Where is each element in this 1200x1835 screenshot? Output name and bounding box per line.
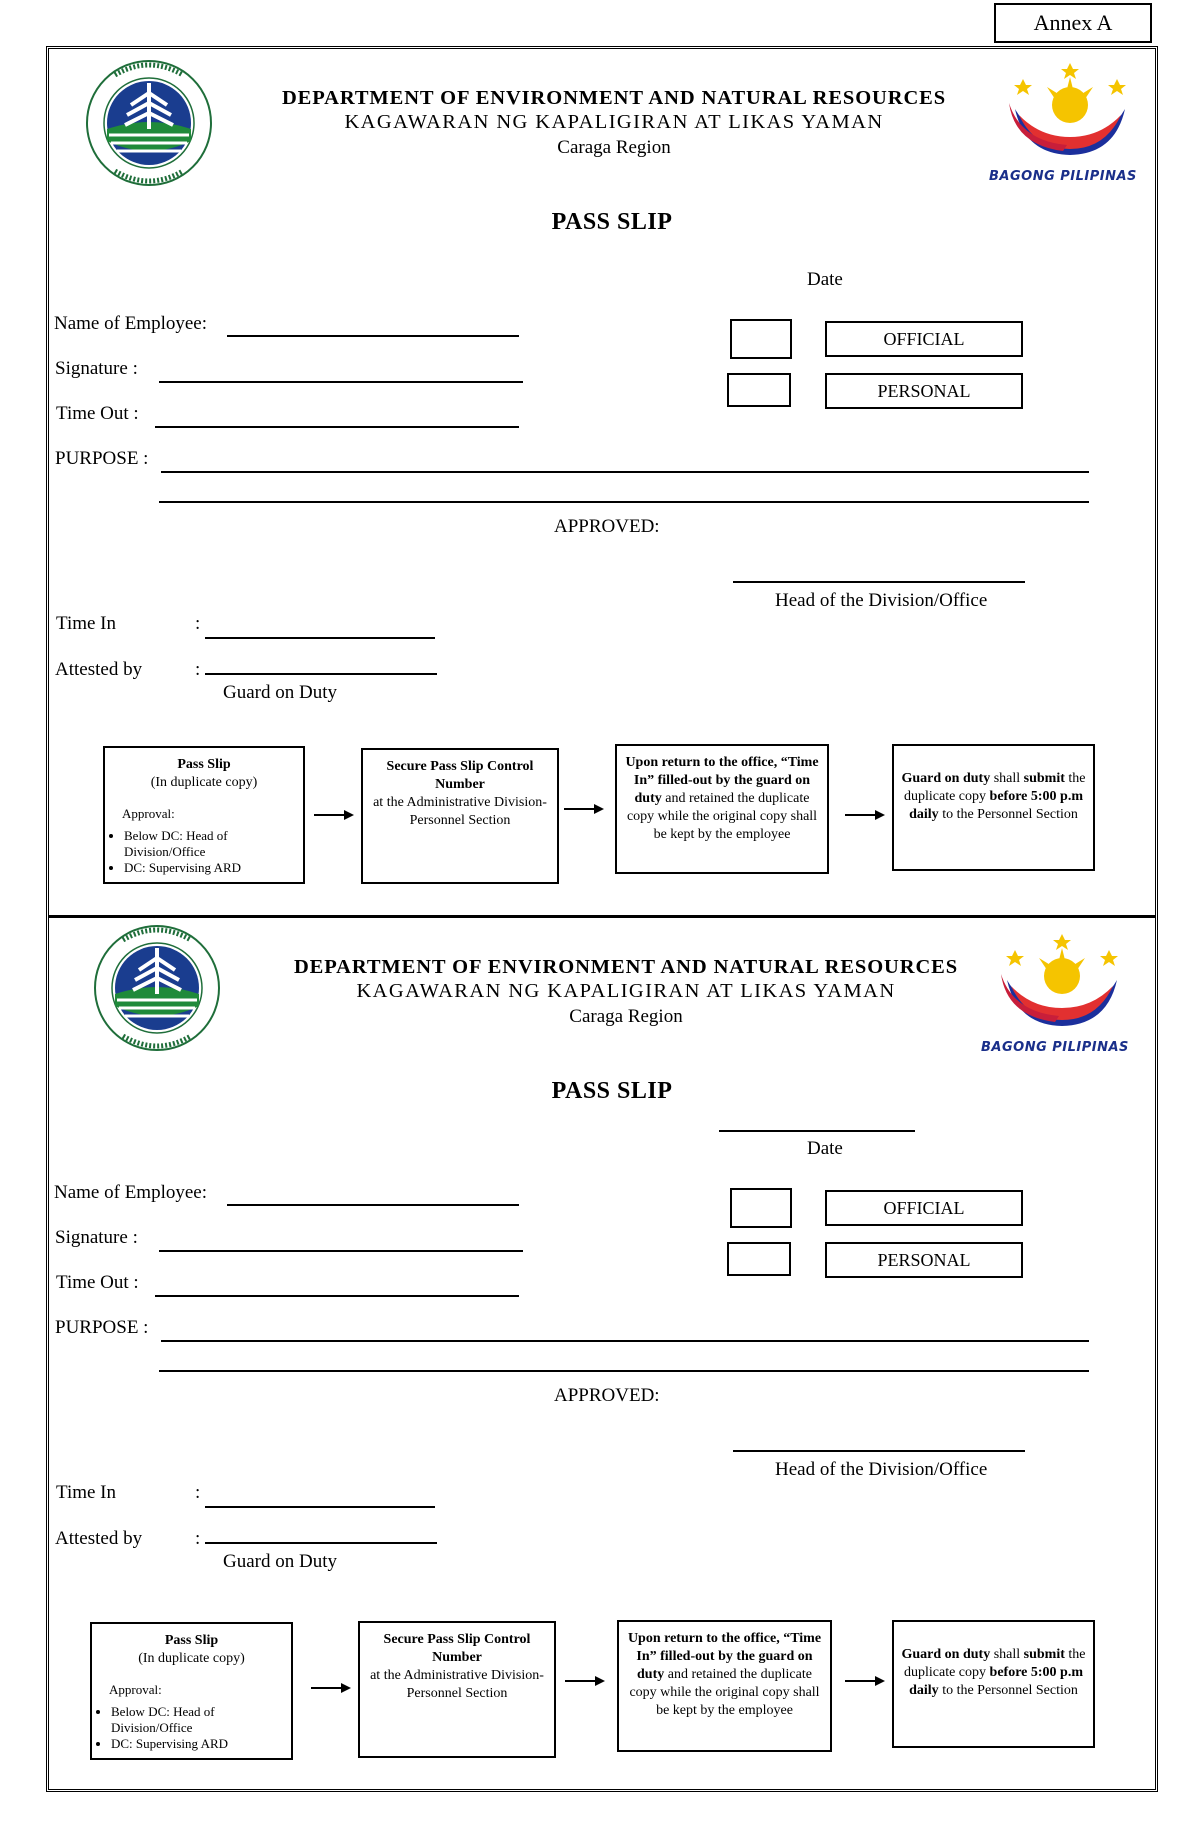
step1-approval-item: • Below DC: Head of Division/Office [111,1704,286,1736]
time-in-colon: : [195,1482,201,1503]
step4-text-shall: shall [993,771,1021,786]
step2-text: at the Administrative Division-Personnel Section [370,1668,544,1701]
process-step-control-number [358,1621,556,1758]
region-name: Caraga Region [569,1006,683,1027]
step1-subtitle: (In duplicate copy) [138,1651,245,1666]
approved-label: APPROVED: [554,516,660,537]
purpose-label: PURPOSE : [55,1317,149,1338]
personal-option: PERSONAL [825,1242,1023,1278]
step1-subtitle: (In duplicate copy) [150,775,258,790]
bagong-pilipinas-wordmark: BAGONG PILIPINAS [989,169,1137,184]
personal-checkbox[interactable] [727,373,791,407]
step2-bold: Secure Pass Slip Control Number [383,1632,531,1665]
form-title: PASS SLIP [551,1078,673,1104]
arrow-right-icon [314,809,354,821]
step4-bold-deadline: before 5:00 p.m daily [909,1665,1083,1698]
department-name-en: DEPARTMENT OF ENVIRONMENT AND NATURAL RESOURCES [293,956,959,978]
attested-by-label: Attested by [55,1528,143,1549]
process-step-time-in [615,744,829,874]
region-name: Caraga Region [557,137,671,158]
step4-text-to: to the Personnel Section [942,807,1078,822]
purpose-field-line-1[interactable] [161,471,1089,473]
official-checkbox[interactable] [730,1188,792,1228]
pass-slip-bottom [49,918,1155,1784]
step1-approval-list [97,1704,286,1752]
attested-by-label: Attested by [55,659,143,680]
step4-bold-guard: Guard on duty [901,1647,991,1662]
time-in-label: Time In [56,1482,117,1503]
annex-label: Annex A [994,3,1152,43]
head-of-division-label: Head of the Division/Office [775,1459,988,1480]
process-step-time-in [617,1620,832,1752]
step2-text: at the Administrative Division-Personnel Section [373,795,547,828]
time-out-label: Time Out : [56,1272,139,1293]
step4-text-shall: shall [993,1647,1021,1662]
arrow-right-icon [845,809,885,821]
process-step-pass-slip [103,746,305,884]
process-step-guard-submit [892,744,1095,871]
step1-approval-item: • DC: Supervising ARD [124,860,298,876]
time-out-label: Time Out : [56,403,139,424]
step3-text: and retained the duplicate copy while the original copy shall be kept by the employee [629,1667,820,1718]
step1-approval-list [110,828,298,876]
department-name-fil: KAGAWARAN NG KAPALIGIRAN AT LIKAS YAMAN [344,111,884,133]
department-name-fil: KAGAWARAN NG KAPALIGIRAN AT LIKAS YAMAN [356,980,896,1002]
pass-slip-top [49,49,1155,915]
arrow-right-icon [565,1675,605,1687]
time-in-label: Time In [56,613,117,634]
form-title: PASS SLIP [551,209,673,235]
personal-option: PERSONAL [825,373,1023,409]
step4-text-to: to the Personnel Section [942,1683,1078,1698]
date-label: Date [807,1138,843,1159]
purpose-label: PURPOSE : [55,448,149,469]
department-name-en: DEPARTMENT OF ENVIRONMENT AND NATURAL RESOURCES [281,87,947,109]
process-step-guard-submit [892,1620,1095,1748]
denr-seal-logo [87,922,227,1054]
signature-field[interactable] [159,381,523,383]
time-out-field[interactable] [155,1295,519,1297]
head-of-division-label: Head of the Division/Office [775,590,988,611]
step4-bold-submit: submit [1023,1647,1065,1662]
official-option: OFFICIAL [825,321,1023,357]
step3-bold: Upon return to the office, “Time In” filled-out by the guard on duty [627,1631,822,1682]
official-checkbox[interactable] [730,319,792,359]
pass-slip-form-frame [46,46,1158,1792]
signature-label: Signature : [55,1227,138,1248]
employee-name-field[interactable] [227,335,519,337]
step1-approval-label: Approval: [122,806,175,821]
process-step-pass-slip [90,1622,293,1760]
step4-bold-deadline: before 5:00 p.m daily [909,789,1083,822]
purpose-field-line-1[interactable] [161,1340,1089,1342]
employee-name-field[interactable] [227,1204,519,1206]
arrow-right-icon [564,803,604,815]
step1-approval-item: • DC: Supervising ARD [111,1736,286,1752]
approver-signature-field[interactable] [733,1450,1025,1452]
purpose-field-line-2[interactable] [159,1370,1089,1372]
bagong-pilipinas-wordmark: BAGONG PILIPINAS [981,1040,1129,1055]
step4-bold-submit: submit [1023,771,1065,786]
time-in-field[interactable] [205,1506,435,1508]
signature-field[interactable] [159,1250,523,1252]
step1-title: Pass Slip [164,1633,219,1648]
attested-by-field[interactable] [205,673,437,675]
step4-text-copy: the duplicate copy [904,1647,1086,1680]
step4-bold-guard: Guard on duty [901,771,991,786]
arrow-right-icon [845,1675,885,1687]
date-field[interactable] [719,1130,915,1132]
attested-by-field[interactable] [205,1542,437,1544]
step3-text: and retained the duplicate copy while the original copy shall be kept by the employee [626,791,818,842]
step1-approval-item: • Below DC: Head of Division/Office [124,828,298,860]
guard-on-duty-label: Guard on Duty [223,682,337,703]
signature-label: Signature : [55,358,138,379]
approver-signature-field[interactable] [733,581,1025,583]
approved-label: APPROVED: [554,1385,660,1406]
step3-bold: Upon return to the office, “Time In” filled-out by the guard on duty [625,755,819,806]
step4-text-copy: the duplicate copy [904,771,1086,804]
time-in-field[interactable] [205,637,435,639]
official-option: OFFICIAL [825,1190,1023,1226]
attested-by-colon: : [195,659,201,680]
step1-title: Pass Slip [177,757,231,772]
time-out-field[interactable] [155,426,519,428]
step1-approval-label: Approval: [109,1682,162,1697]
purpose-field-line-2[interactable] [159,501,1089,503]
bagong-pilipinas-logo [997,930,1127,1030]
date-label: Date [807,269,843,290]
step2-bold: Secure Pass Slip Control Number [386,759,534,792]
arrow-right-icon [311,1682,351,1694]
process-step-control-number [361,748,559,884]
employee-name-label: Name of Employee: [54,313,208,334]
denr-seal-logo [79,57,219,189]
time-in-colon: : [195,613,201,634]
bagong-pilipinas-logo [1005,59,1135,159]
attested-by-colon: : [195,1528,201,1549]
personal-checkbox[interactable] [727,1242,791,1276]
employee-name-label: Name of Employee: [54,1182,208,1203]
guard-on-duty-label: Guard on Duty [223,1551,337,1572]
